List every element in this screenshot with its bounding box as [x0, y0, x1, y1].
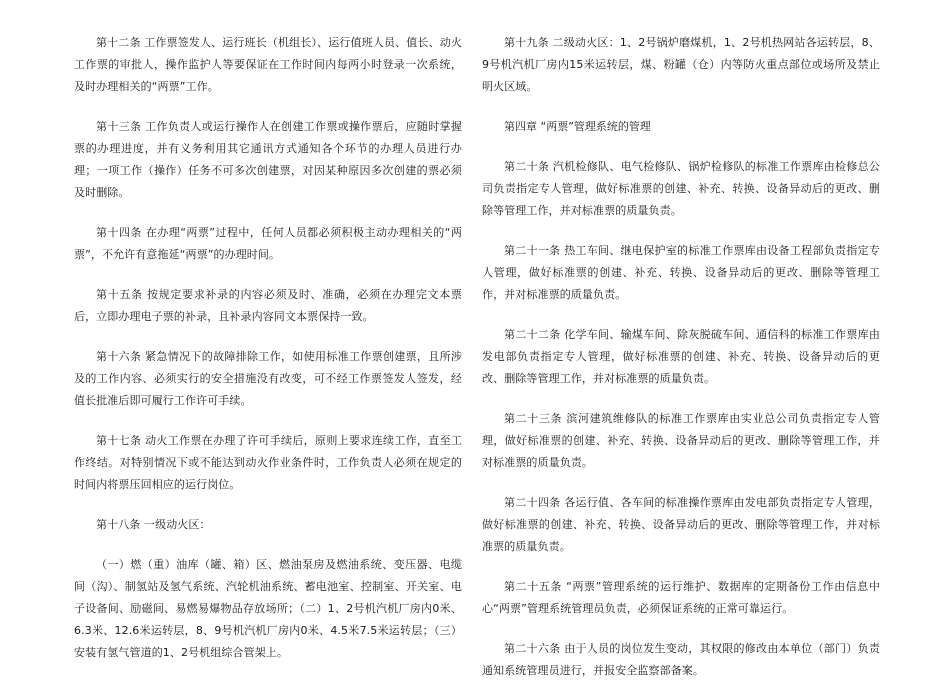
article-21: 第二十一条 热工车间、继电保护室的标准工作票库由设备工程部负责指定专人管理，做好标准票的创建、补充、转换、设备异动后的更改、删除等管理工作，并对标准票的质量负责。 — [482, 244, 880, 301]
article-26: 第二十六条 由于人员的岗位发生变动，其权限的修改由本单位（部门）负责通知系统管理员进行，并报安全监察部备案。 — [482, 642, 880, 677]
left-column — [74, 32, 462, 682]
article-18-details: （一）燃（重）油库（罐、箱）区、燃油泵房及燃油系统、变压器、电缆间（沟）、制氢站及氢气系统、汽轮机油系统、蓄电池室、控制室、开关室、电子设备间、励磁间、易燃易爆物品存放场所；（二）1、2号机汽机厂房内0米、6.3米、12.6米运转层，8、9号机汽机厂房内0米、4.5米7.5米运转层；（三）安装有氢气管道的1、2号机组综合管架上。 — [74, 558, 462, 659]
article-16: 第十六条 紧急情况下的故障排除工作，如使用标准工作票创建票，且所涉及的工作内容、必须实行的安全措施没有改变，可不经工作票签发人签发，经值长批准后即可履行工作许可手续。 — [74, 350, 462, 407]
article-15: 第十五条 按规定要求补录的内容必须及时、准确，必须在办理完文本票后，立即办理电子票的补录，且补录内容同文本票保持一致。 — [74, 288, 462, 323]
article-22: 第二十二条 化学车间、输煤车间、除灰脱硫车间、通信科的标准工作票库由发电部负责指定专人管理，做好标准票的创建、补充、转换、设备异动后的更改、删除等管理工作，并对标准票的质量负责。 — [482, 328, 880, 385]
article-20: 第二十条 汽机检修队、电气检修队、锅炉检修队的标准工作票库由检修总公司负责指定专人管理，做好标准票的创建、补充、转换、设备异动后的更改、删除等管理工作，并对标准票的质量负责。 — [482, 160, 880, 217]
article-23: 第二十三条 滨河建筑维修队的标准工作票库由实业总公司负责指定专人管理，做好标准票的创建、补充、转换、设备异动后的更改、删除等管理工作，并对标准票的质量负责。 — [482, 412, 880, 469]
article-14: 第十四条 在办理“两票”过程中，任何人员都必须积极主动办理相关的“两票”，不允许有意拖延“两票”的办理时间。 — [74, 226, 462, 261]
article-17: 第十七条 动火工作票在办理了许可手续后，原则上要求连续工作，直至工作终结。对特别情况下或不能达到动火作业条件时，工作负责人必须在规定的时间内将票压回相应的运行岗位。 — [74, 434, 462, 491]
article-13: 第十三条 工作负责人或运行操作人在创建工作票或操作票后，应随时掌握票的办理进度，并有义务利用其它通讯方式通知各个环节的办理人员进行办理；一项工作（操作）任务不可多次创建票，对因某种原因多次创建的票必须及时删除。 — [74, 120, 462, 199]
right-column — [482, 32, 880, 700]
article-25: 第二十五条 “两票”管理系统的运行维护、数据库的定期备份工作由信息中心“两票”管理系统管理员负责，必须保证系统的正常可靠运行。 — [482, 580, 880, 615]
article-12: 第十二条 工作票签发人、运行班长（机组长）、运行值班人员、值长、动火工作票的审批人，操作监护人等要保证在工作时间内每两小时登录一次系统，及时办理相关的“两票”工作。 — [74, 36, 462, 93]
article-24: 第二十四条 各运行值、各车间的标准操作票库由发电部负责指定专人管理，做好标准票的创建、补充、转换、设备异动后的更改、删除等管理工作，并对标准票的质量负责。 — [482, 496, 880, 553]
article-18: 第十八条 一级动火区： — [96, 518, 211, 531]
chapter-4-heading: 第四章 “两票”管理系统的管理 — [504, 120, 651, 133]
article-19: 第十九条 二级动火区：1、2号锅炉磨煤机，1、2号机热网站各运转层，8、9号机汽机厂房内15米运转层，煤、粉罐（仓）内等防火重点部位或场所及禁止明火区域。 — [482, 36, 880, 93]
